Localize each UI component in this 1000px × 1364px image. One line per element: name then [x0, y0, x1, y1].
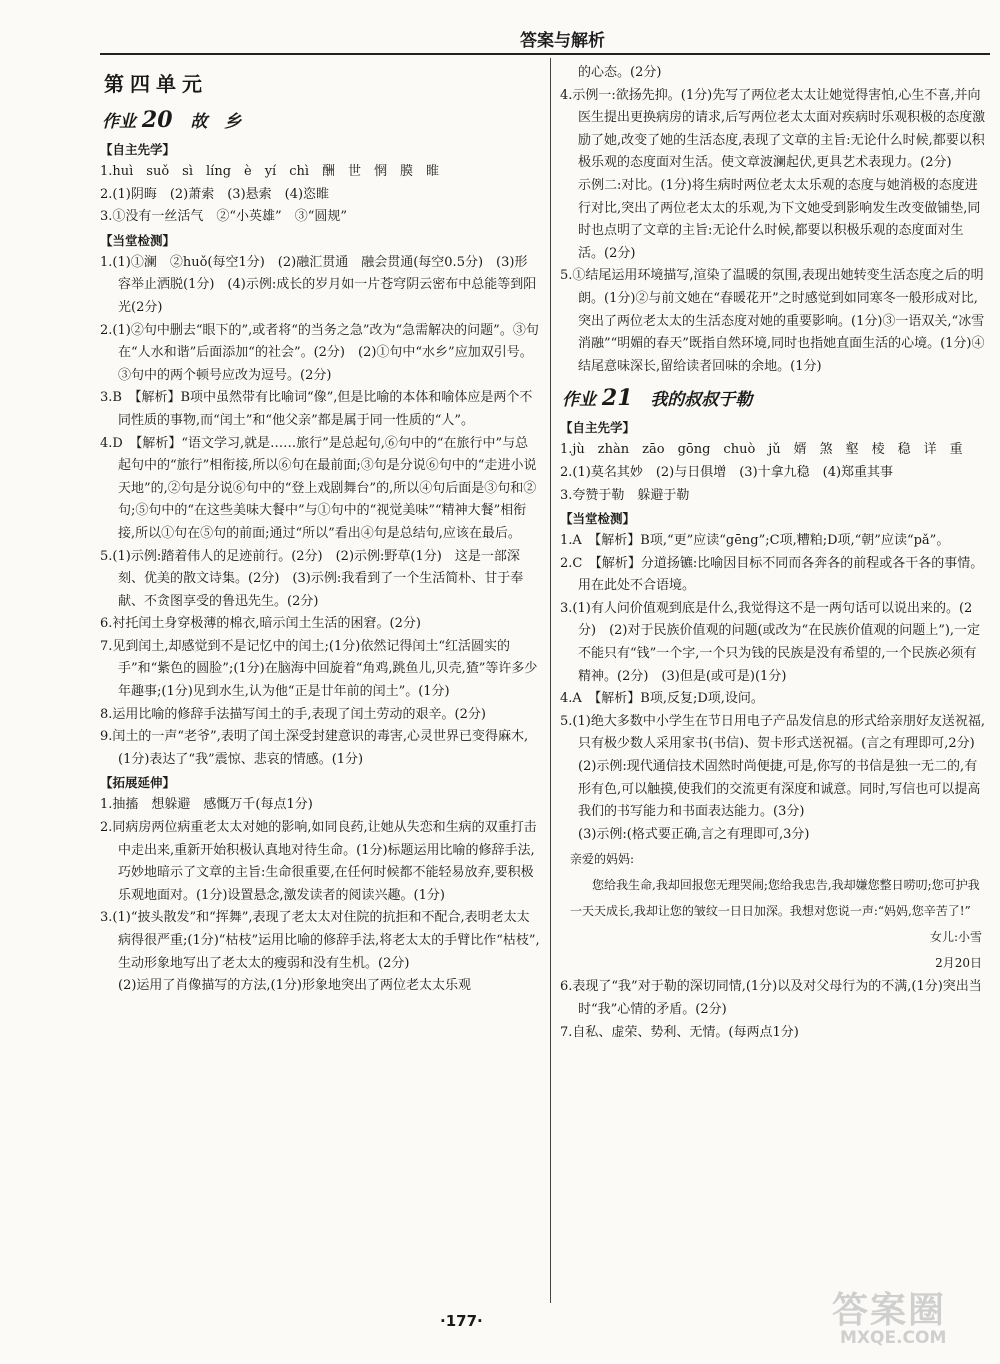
- answer-item: 2.同病房两位病重老太太对她的影响,如同良药,让她从失恋和生病的双重打击中走出来,重新开始积极认真地对待生命。(1分)标题运用比喻的修辞手法,巧妙地暗示了文章的主旨:生命很重要,在任何时候都不能轻易放弃,要积极乐观地面对。(1分)设置悬念,激发读者的阅读兴趣。(1分): [100, 820, 537, 903]
- watermark-text: 答案圈: [832, 1290, 947, 1331]
- answer-item: 5.(1)绝大多数中小学生在节日用电子产品发信息的形式给亲朋好友送祝福,只有极少数人采用家书(书信)、贺卡形式送祝福。(言之有理即可,2分): [560, 713, 985, 752]
- answer-item: 2.C 【解析】分道扬镳:比喻因目标不同而各奔各的前程或各干各的事情。用在此处不合语境。: [560, 555, 984, 594]
- answer-item: 3.(1)“披头散发”和“挥舞”,表现了老太太对住院的抗拒和不配合,表明老太太病得很严重;(1分)“枯枝”运用比喻的修辞手法,将老太太的手臂比作“枯枝”,生动形象地写出了老太太的瘦弱和没有生机。(2分): [100, 910, 540, 971]
- letter-body: 您给我生命,我却回报您无理哭闹;您给我忠告,我却嫌您整日唠叨;您可护我一天天成长,我却让您的皱纹一日日加深。我想对您说一声:“妈妈,您辛苦了!”: [570, 878, 980, 919]
- answer-item: 5.(1)示例:踏着伟人的足迹前行。(2分) (2)示例:野草(1分) 这是一部深刻、优美的散文诗集。(2分) (3)示例:我看到了一个生活简朴、甘于奉献、不贪图享受的鲁迅先生。(2分): [100, 548, 524, 609]
- letter-date: 2月20日: [935, 956, 982, 971]
- hw21-number: 21: [601, 385, 633, 412]
- answer-item: 4.D 【解析】“语文学习,就是……旅行”是总起句,⑥句中的“在旅行中”与总起句中的“旅行”相衔接,所以⑥句在最前面;③句是分说⑥句中的“走进小说天地”的,②句是分说⑥句中的“登上戏剧舞台”的,所以④句后面是③句和②句;⑤句中的“在这些美味大餐中”与①句中的“视觉美味”“精神大餐”相衔接,所以①句在⑤句的前面;通过“所以”看出④句是总结句,应该在最后。: [100, 435, 537, 541]
- letter-greeting: 亲爱的妈妈:: [570, 852, 635, 867]
- answer-item: 3.夸赞于勒 躲避于勒: [560, 487, 690, 503]
- answer-item: 4.示例一:欲扬先抑。(1分)先写了两位老太太让她觉得害怕,心生不喜,并向医生提出更换病房的请求,后写两位老太太面对疾病时乐观积极的态度激励了她,改变了她的生活态度,表现了文章的主旨:无论什么时候,都要以积极乐观的态度面对生活。使文章波澜起伏,更具艺术表现力。(2分): [560, 87, 986, 171]
- answer-item: 8.运用比喻的修辞手法描写闰土的手,表现了闰土劳动的艰辛。(2分): [100, 706, 486, 722]
- letter-signature: 女儿:小雪: [929, 930, 982, 945]
- answer-item: 6.表现了“我”对于勒的深切同情,(1分)以及对父母行为的不满,(1分)突出当时“我”心情的矛盾。(2分): [560, 979, 982, 1017]
- section-label: 【当堂检测】: [560, 511, 636, 527]
- answer-item: 3.(1)有人问价值观到底是什么,我觉得这不是一两句话可以说出来的。(2分) (2)对于民族价值观的问题(或改为“在民族价值观的问题上”),一定不能只有“钱”一个字,一个只为钱的民族是没有希望的,一个民族必须有精神。(2分) (3)但是(或可是)(1分): [560, 600, 981, 684]
- answer-item: 5.①结尾运用环境描写,渲染了温暖的氛围,表现出她转变生活态度之后的明朗。(1分)②与前文她在“春暖花开”之时感觉到如同寒冬一般形成对比,突出了两位老太太的生活态度对她的重要影响。(1分)③一语双关,“冰雪消融”“明媚的春天”既指自然环境,同时也指她直面生活的心境。(1分)④结尾意味深长,留给读者回味的余地。(1分): [560, 268, 985, 374]
- hw21-prefix: 作业: [562, 390, 596, 411]
- hw21-name: 我的叔叔于勒: [650, 390, 753, 411]
- homework-20-title: [102, 104, 540, 138]
- answer-item: 4.A 【解析】B项,反复;D项,设问。: [560, 691, 764, 707]
- page-number: ·177·: [440, 1312, 483, 1330]
- answer-item: (2)运用了肖像描写的方法,(1分)形象地突出了两位老太太乐观: [118, 978, 471, 994]
- answer-item: 的心态。(2分): [578, 65, 662, 80]
- answer-item: 2.(1)莫名其妙 (2)与日俱增 (3)十拿九稳 (4)郑重其事: [560, 464, 894, 480]
- answer-item: 2.(1)阴晦 (2)萧索 (3)悬索 (4)恣睢: [100, 186, 330, 202]
- answer-item: 1.jù zhàn zāo gōng chuò jǔ 婿 煞 壑 棱 稳 详 重: [560, 442, 963, 458]
- answer-item: 7.见到闰土,却感觉到不是记忆中的闰土;(1分)依然记得闰土“红活圆实的手”和“紫色的圆脸”;(1分)在脑海中回旋着“角鸡,跳鱼儿,贝壳,猹”等许多少年趣事;(1分)见到水生,认为他“正是廿年前的闰土”。(1分): [100, 638, 538, 700]
- answer-item: 3.①没有一丝活气 ②“小英雄” ③“圆规”: [100, 209, 347, 225]
- header-rule: [100, 53, 990, 55]
- sample-letter: [560, 846, 988, 976]
- page-header: [100, 22, 1000, 56]
- section-label: 【当堂检测】: [100, 232, 176, 248]
- answer-item: 1.抽搐 想躲避 感慨万千(每点1分): [100, 797, 313, 813]
- header-title: 答案与解析: [520, 31, 605, 51]
- column-divider: [550, 58, 551, 1303]
- unit-title: 第四单元: [104, 72, 208, 96]
- section-label: 【自主先学】: [100, 142, 176, 157]
- answer-item: (3)示例:(格式要正确,言之有理即可,3分): [578, 826, 810, 842]
- section-label: 【拓展延伸】: [100, 775, 176, 791]
- hw20-name: 故 乡: [190, 112, 242, 132]
- answer-item: 9.闰土的一声“老爷”,表明了闰土深受封建意识的毒害,心灵世界已变得麻木,(1分)表达了“我”震惊、悲哀的情感。(1分): [100, 729, 529, 767]
- watermark-site: MXQE.COM: [840, 1328, 947, 1348]
- watermark-logo: [820, 1282, 990, 1358]
- answer-item: 6.衬托闰土身穿极薄的棉衣,暗示闰土生活的困窘。(2分): [100, 616, 421, 632]
- answer-item: 示例二:对比。(1分)将生病时两位老太太乐观的态度与她消极的态度进行对比,突出了两位老太太的乐观,为下文她受到影响发生改变做铺垫,同时也点明了文章的主旨:无论什么时候,都要以积极乐观的态度面对生活。(2分): [578, 177, 981, 261]
- answer-item: 7.自私、虚荣、势利、无情。(每两点1分): [560, 1024, 799, 1040]
- answer-item: 2.(1)②句中删去“眼下的”,或者将“的当务之急”改为“急需解决的问题”。③句在“人水和谐”后面添加“的社会”。(2分) (2)①句中“水乡”应加双引号。③句中的两个顿号应改为逗号。(2分): [100, 322, 539, 383]
- answer-item: 3.B 【解析】B项中虽然带有比喻词“像”,但是比喻的本体和喻体应是两个不同性质的事物,而“闰土”和“他父亲”都是属于同一性质的“人”。: [100, 390, 533, 428]
- answer-item: 1.(1)①澜 ②huǒ(每空1分) (2)融汇贯通 融会贯通(每空0.5分) (3)形容举止洒脱(1分) (4)示例:成长的岁月如一片苍穹阴云密布中总能等到阳光(2分): [100, 254, 537, 315]
- answer-item: (2)示例:现代通信技术固然时尚便捷,可是,你写的书信是独一无二的,有形有色,可以触摸,使我们的交流更有深度和诚意。同时,写信也可以提高我们的书写能力和书面表达能力。(3分): [578, 759, 981, 820]
- hw20-prefix: 作业: [102, 112, 136, 132]
- answer-item: 1.huì suǒ sì líng è yí chì 酬 世 惘 膜 睢: [100, 164, 440, 179]
- section-label: 【自主先学】: [560, 420, 636, 436]
- hw20-number: 20: [141, 107, 173, 133]
- homework-21-title: [562, 382, 988, 416]
- right-column: [560, 62, 988, 1044]
- left-column: [100, 62, 540, 998]
- answer-item: 1.A 【解析】B项,“更”应读“gēng”;C项,糟粕;D项,“朝”应读“pǎ”。: [560, 533, 950, 549]
